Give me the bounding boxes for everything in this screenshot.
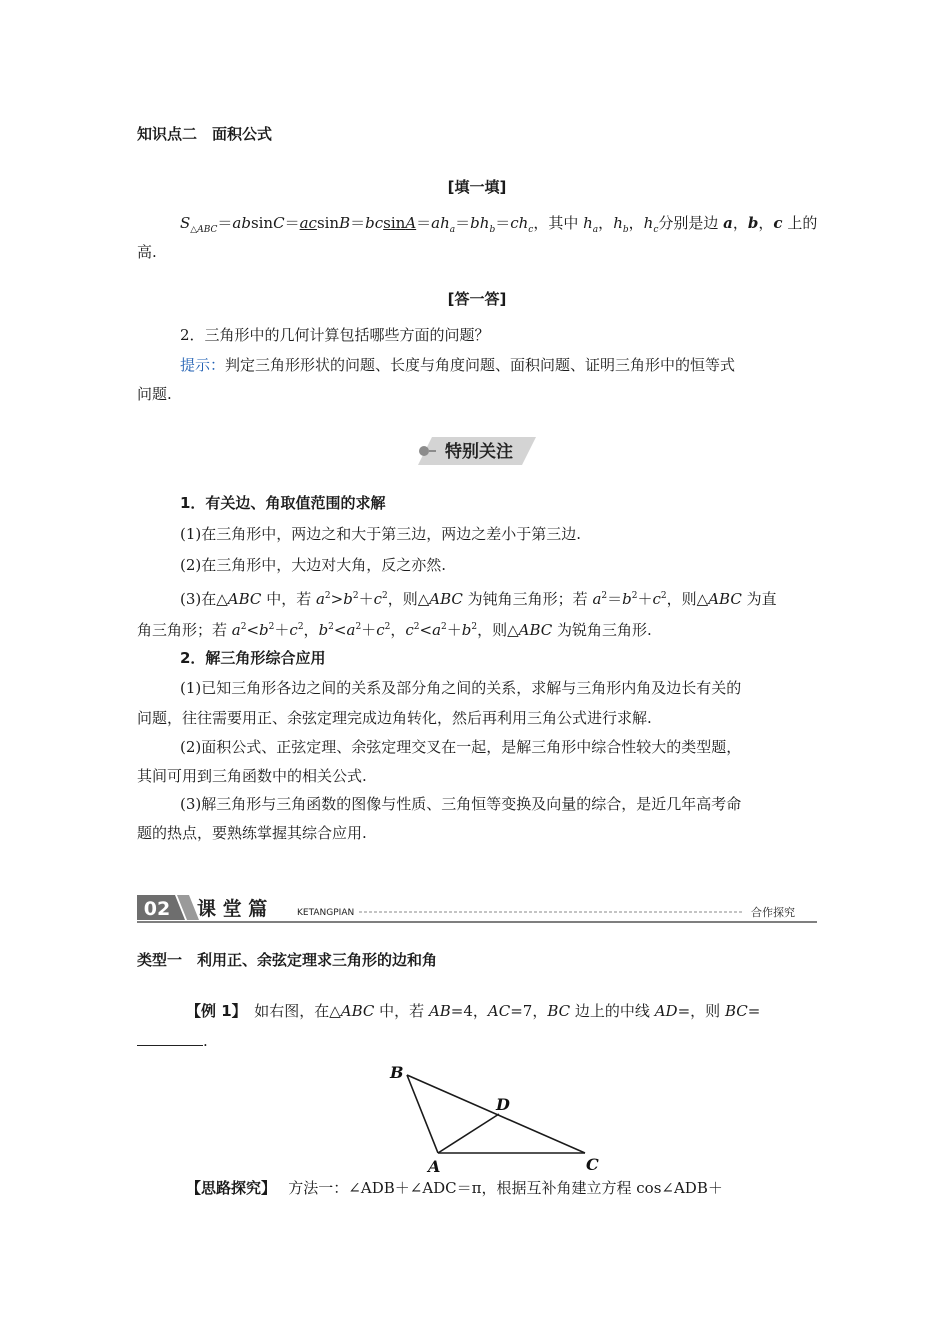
note-p5a: (2)面积公式、正弦定理、余弦定理交叉在一起，是解三角形中综合性较大的类型题，	[180, 738, 742, 756]
special-attention-banner	[418, 435, 536, 467]
hint-line-2: 问题.	[137, 385, 172, 403]
median-AD	[438, 1114, 499, 1153]
ketang-number: 02	[143, 898, 171, 920]
note-p6b: 题的热点，要熟练掌握其综合应用.	[137, 824, 367, 842]
answer-blank: .	[137, 1031, 817, 1051]
ketang-section-bar	[137, 892, 817, 924]
thinking-line: 【思路探究】 方法一：∠ADB＋∠ADC＝π，根据互补角建立方程 cos∠ADB＋	[186, 1179, 723, 1197]
note-heading-1: 1．有关边、角取值范围的求解	[180, 494, 386, 512]
note-p4a: (1)已知三角形各边之间的关系及部分角之间的关系，求解与三角形内角及边长有关的	[180, 679, 742, 697]
note-p1: (1)在三角形中，两边之和大于第三边，两边之差小于第三边.	[180, 525, 582, 543]
area-formula-wrap: 高.	[137, 243, 157, 261]
section-title: 知识点二 面积公式	[137, 125, 273, 143]
example-1: 【例 1】 如右图，在△ABC 中，若 AB=4，AC=7，BC 边上的中线 AD=，则 BC=	[186, 1002, 761, 1020]
banner-label: 特别关注	[445, 442, 513, 462]
type-title: 类型一 利用正、余弦定理求三角形的边和角	[137, 951, 438, 969]
area-formula: $S_{\triangle ABC}=absinC=acsinB=bcsinA=ah_a=bh_b=ch_c$，其中 $h_a$，$h_b$，$h_c$分别是边 a，b，c 上的	[180, 214, 818, 235]
hint-line: 提示：判定三角形形状的问题、长度与角度问题、面积问题、证明三角形中的恒等式	[180, 356, 736, 374]
note-p4b: 问题，往往需要用正、余弦定理完成边角转化，然后再利用三角公式进行求解.	[137, 709, 652, 727]
fill-title: [填一填]	[447, 178, 507, 196]
vertex-label-C: C	[586, 1155, 599, 1174]
note-p6a: (3)解三角形与三角函数的图像与性质、三角恒等变换及向量的综合，是近几年高考命	[180, 795, 742, 813]
vertex-label-D: D	[496, 1095, 510, 1114]
question-text: 2．三角形中的几何计算包括哪些方面的问题？	[180, 326, 490, 344]
note-p3a: (3)在△ABC 中，若 $a^2>b^2+c^2$，则△ABC 为钝角三角形；若 $a^2=b^2+c^2$，则△ABC 为直	[180, 590, 777, 608]
vertex-label-B: B	[390, 1063, 404, 1082]
ketang-pinyin: KETANGPIAN	[297, 908, 355, 918]
triangle-figure	[380, 1058, 610, 1176]
note-p5b: 其间可用到三角函数中的相关公式.	[137, 767, 367, 785]
ketang-right-label: 合作探究	[751, 906, 795, 919]
bullet-icon	[419, 446, 429, 456]
note-p2: (2)在三角形中，大边对大角，反之亦然.	[180, 556, 447, 574]
answer-title: [答一答]	[447, 290, 507, 308]
note-heading-2: 2．解三角形综合应用	[180, 649, 326, 667]
hint-label: 提示：	[180, 356, 226, 374]
vertex-label-A: A	[428, 1157, 441, 1176]
note-p3b: 角三角形；若 $a^2<b^2+c^2$，$b^2<a^2+c^2$，$c^2<a^2+b^2$，则△ABC 为锐角三角形.	[137, 621, 652, 639]
ketang-title: 课 堂 篇	[197, 898, 268, 920]
